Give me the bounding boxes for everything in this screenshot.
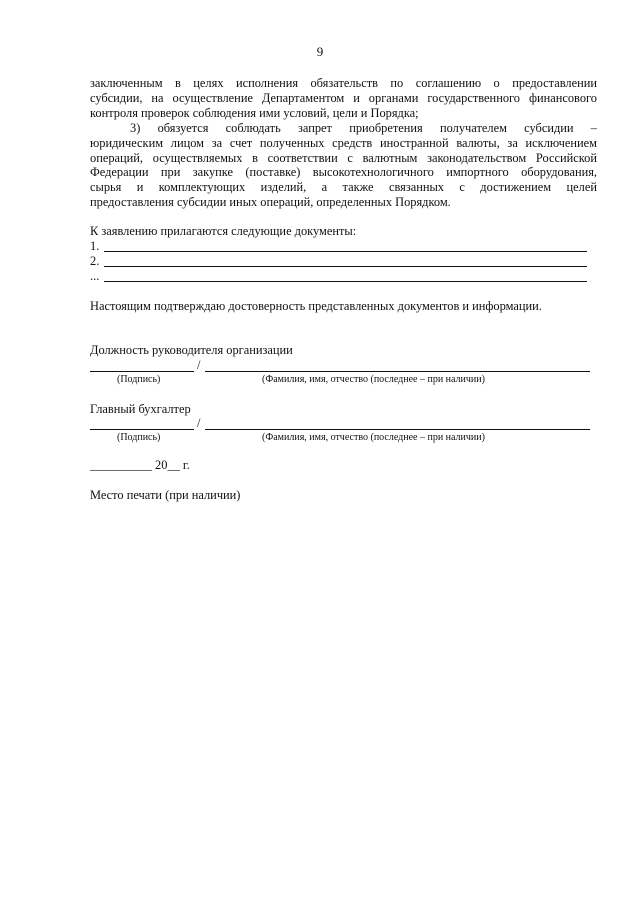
attachment-number: ... [90, 269, 100, 283]
page-number: 9 [316, 44, 324, 59]
text-line: субсидии, на осуществление Департаментом и органами государственного финансового [90, 90, 597, 105]
attachment-number: 1. [90, 239, 100, 253]
text-line: Федерации при закупке (поставке) высокотехнологичного импортного оборудования, [90, 165, 597, 180]
attachment-number: 2. [90, 254, 100, 268]
chief-accountant-label: Главный бухгалтер [90, 402, 191, 416]
confirmation-statement: Настоящим подтверждаю достоверность представленных документов и информации. [90, 299, 542, 313]
paragraph-currency-ban [90, 121, 597, 210]
text-line: юридическим лицом за счет полученных средств иностранной валюты, за исключением [90, 135, 597, 150]
name-caption: (Фамилия, имя, отчество (последнее – при наличии) [262, 432, 485, 443]
text-line: сырья и комплектующих изделий, а также связанных с достижением целей [90, 180, 597, 195]
separator-slash: / [197, 358, 201, 372]
accountant-name-line [205, 429, 590, 430]
date-line: __________ 20__ г. [90, 458, 190, 472]
stamp-place-label: Место печати (при наличии) [90, 488, 241, 502]
separator-slash: / [197, 416, 201, 430]
text-line: предоставления субсидии иных операций, определенных Порядком. [90, 194, 451, 209]
text-line: операций, осуществляемых в соответствии с валютным законодательством Российской [90, 150, 597, 165]
attachment-line [104, 251, 587, 252]
accountant-signature-line [90, 429, 194, 430]
signature-caption: (Подпись) [117, 432, 161, 443]
attachment-line [104, 281, 587, 282]
text-line: контроля проверок соблюдения ими условий, цели и Порядка; [90, 105, 419, 120]
paragraph-commitment-control [90, 76, 597, 120]
text-line: заключенным в целях исполнения обязательств по соглашению о предоставлении [90, 76, 597, 90]
head-name-line [205, 371, 590, 372]
signature-caption: (Подпись) [117, 374, 161, 385]
text-line: 3) обязуется соблюдать запрет приобретения получателем субсидии – [130, 121, 597, 135]
head-position-label: Должность руководителя организации [90, 343, 293, 357]
name-caption: (Фамилия, имя, отчество (последнее – при наличии) [262, 374, 485, 385]
head-signature-line [90, 371, 194, 372]
attachments-title: К заявлению прилагаются следующие документы: [90, 224, 357, 238]
attachment-line [104, 266, 587, 267]
